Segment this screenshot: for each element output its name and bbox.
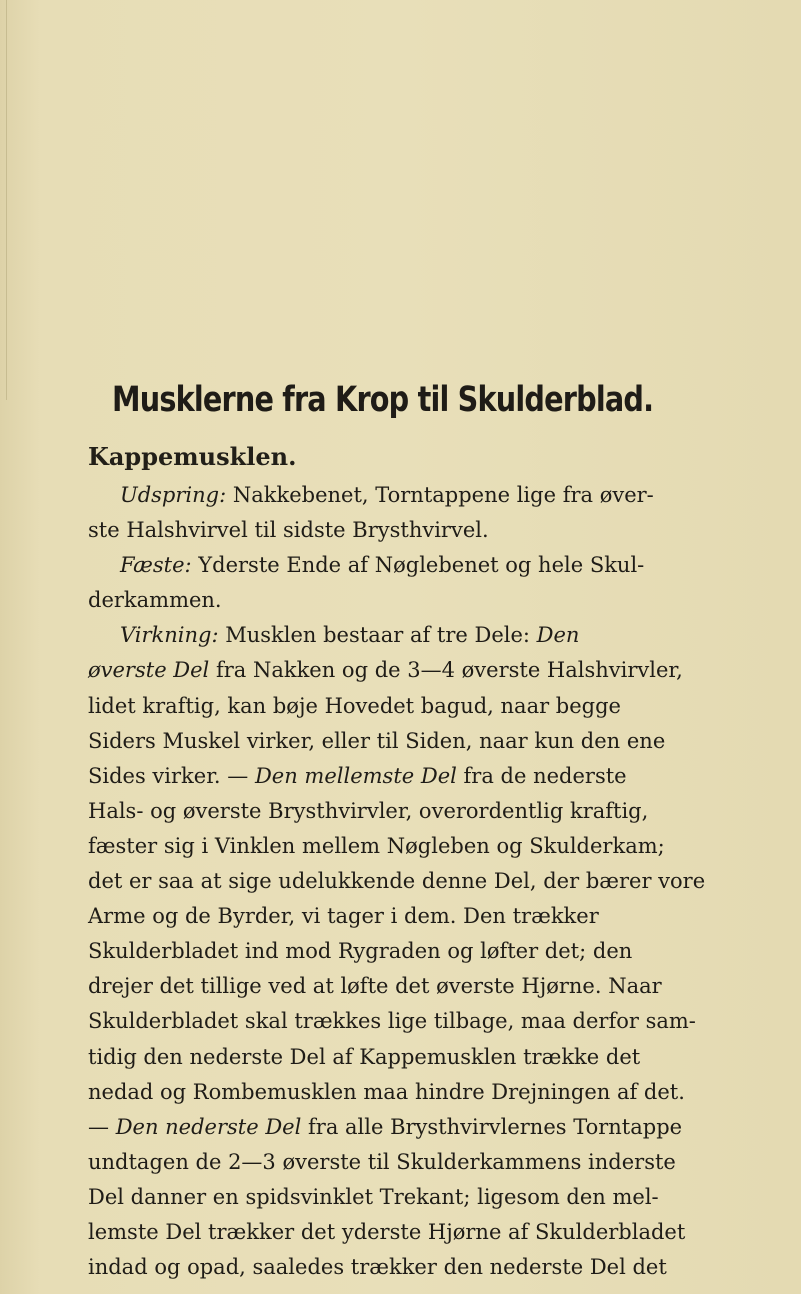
- section-heading: Kappemusklen.: [88, 442, 297, 471]
- text-line: [88, 689, 728, 724]
- text-run: fra Nakken og de 3—4 øverste Halshvirvler,: [209, 658, 683, 683]
- page-title: Musklerne fra Krop til Skulderblad.: [112, 380, 654, 420]
- text-run: drejer det tillige ved at løfte det øverste Hjørne. Naar: [88, 974, 662, 999]
- text-run: fæster sig i Vinklen mellem Nøgleben og Skulderkam;: [88, 833, 665, 858]
- text-run: Hals- og øverste Brysthvirvler, overordentlig kraftig,: [88, 798, 649, 823]
- text-run: Yderste Ende af Nøglebenet og hele Skul-: [191, 553, 645, 578]
- text-run: fra de nederste: [456, 763, 627, 788]
- text-line: [88, 1004, 728, 1039]
- italic-run: Den mellemste Del: [254, 763, 457, 788]
- text-line: [88, 478, 728, 513]
- text-run: Skulderbladet ind mod Rygraden og løfter det; den: [88, 939, 633, 964]
- text-line: [88, 934, 728, 969]
- text-run: Skulderbladet skal trækkes lige tilbage, maa derfor sam-: [88, 1009, 696, 1034]
- text-run: Del danner en spidsvinklet Trekant; ligesom den mel-: [88, 1184, 659, 1209]
- italic-run: Fæste:: [120, 553, 192, 578]
- text-line: [88, 864, 728, 899]
- italic-run: Den: [536, 623, 580, 648]
- page-edge: [6, 0, 7, 400]
- text-run: undtagen de 2—3 øverste til Skulderkammens inderste: [88, 1149, 676, 1174]
- text-run: —: [88, 1114, 116, 1139]
- body-text: [88, 478, 728, 1285]
- text-run: det er saa at sige udelukkende denne Del, der bærer vore: [88, 869, 706, 894]
- text-run: Arme og de Byrder, vi tager i dem. Den trækker: [88, 904, 599, 929]
- text-line: [88, 548, 728, 583]
- italic-run: øverste Del: [88, 658, 210, 683]
- text-line: [88, 653, 728, 688]
- italic-run: Udspring:: [120, 483, 227, 507]
- text-line: [88, 1215, 728, 1250]
- text-line: [88, 1180, 728, 1215]
- text-run: Nakkebenet, Torntappene lige fra øver-: [226, 483, 654, 507]
- text-line: [88, 969, 728, 1004]
- text-run: Musklen bestaar af tre Dele:: [218, 623, 537, 648]
- text-line: [88, 1145, 728, 1180]
- text-run: indad og opad, saaledes trækker den nederste Del det: [88, 1255, 667, 1280]
- text-run: fra alle Brysthvirvlernes Torntappe: [301, 1114, 683, 1139]
- text-line: [88, 1040, 728, 1075]
- text-line: [88, 1075, 728, 1110]
- text-run: lemste Del trækker det yderste Hjørne af Skulderbladet: [88, 1219, 686, 1244]
- text-line: [88, 724, 728, 759]
- text-run: nedad og Rombemusklen maa hindre Drejningen af det.: [88, 1079, 685, 1104]
- text-run: derkammen.: [88, 588, 222, 613]
- text-line: [88, 759, 728, 794]
- text-run: lidet kraftig, kan bøje Hovedet bagud, naar begge: [88, 693, 621, 718]
- text-line: [88, 794, 728, 829]
- text-line: [88, 899, 728, 934]
- italic-run: Den nederste Del: [115, 1114, 302, 1139]
- text-run: tidig den nederste Del af Kappemusklen trække det: [88, 1044, 641, 1069]
- text-line: [88, 513, 728, 548]
- text-line: [88, 1250, 728, 1285]
- text-run: ste Halshvirvel til sidste Brysthvirvel.: [88, 518, 489, 543]
- text-line: [88, 829, 728, 864]
- text-line: [88, 1110, 728, 1145]
- text-line: [88, 583, 728, 618]
- text-line: [88, 618, 728, 653]
- italic-run: Virkning:: [120, 623, 219, 648]
- text-run: Sides virker. —: [88, 763, 255, 788]
- text-run: Siders Muskel virker, eller til Siden, naar kun den ene: [88, 728, 666, 753]
